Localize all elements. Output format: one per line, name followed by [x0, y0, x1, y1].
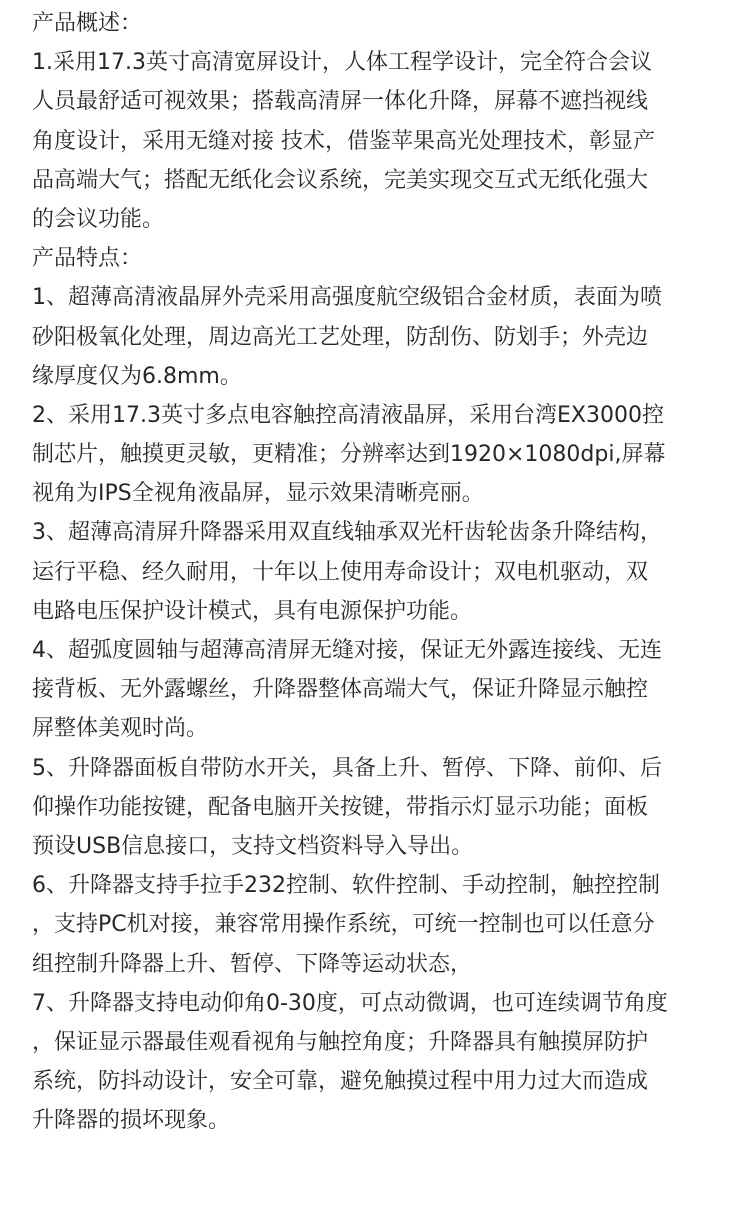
feature-7-text-line: 7、升降器支持电动仰角0-30度，可点动微调，也可连续调节角度: [32, 990, 668, 1016]
feature-2-text-line: 制芯片，触摸更灵敏，更精准；分辨率达到1920×1080dpi,屏幕: [32, 442, 666, 468]
feature-5-text-line: 5、升降器面板自带防水开关，具备上升、暂停、下降、前仰、后: [32, 755, 662, 781]
feature-1-text-line: 砂阳极氧化处理，周边高光工艺处理，防刮伤、防划手；外壳边: [32, 324, 649, 350]
feature-7-text-line: ，保证显示器最佳观看视角与触控角度；升降器具有触摸屏防护: [32, 1029, 649, 1055]
overview-text-line: 角度设计，采用无缝对接 技术，借鉴苹果高光处理技术，彰显产: [32, 128, 655, 154]
feature-5-text-line: 仰操作功能按键，配备电脑开关按键，带指示灯显示功能；面板: [32, 794, 649, 820]
feature-4-text-line: 接背板、无外露螺丝，升降器整体高端大气，保证升降显示触控: [32, 677, 649, 703]
product-description-document: [32, 4, 732, 1140]
feature-3-text-line: 运行平稳、经久耐用，十年以上使用寿命设计；双电机驱动，双: [32, 559, 649, 585]
overview-text-line: 品高端大气；搭配无纸化会议系统，完美实现交互式无纸化强大: [32, 167, 649, 193]
feature-3-text-line: 3、超薄高清屏升降器采用双直线轴承双光杆齿轮齿条升降结构，: [32, 520, 662, 546]
feature-1-text-line: 1、超薄高清液晶屏外壳采用高强度航空级铝合金材质，表面为喷: [32, 285, 662, 311]
feature-7-text-line: 升降器的损坏现象。: [32, 1108, 231, 1134]
feature-6-text-line: 6、升降器支持手拉手232控制、软件控制、手动控制，触控控制: [32, 873, 660, 899]
overview-text-line: 的会议功能。: [32, 206, 165, 232]
section-heading-overview: 产品概述：: [32, 11, 143, 36]
feature-2-text-line: 视角为IPS全视角液晶屏，显示效果清晰亮丽。: [32, 481, 484, 507]
feature-3-text-line: 电路电压保护设计模式，具有电源保护功能。: [32, 598, 473, 624]
overview-text-line: 1.采用17.3英寸高清宽屏设计，人体工程学设计，完全符合会议: [32, 50, 652, 76]
feature-6-text-line: ，支持PC机对接，兼容常用操作系统，可统一控制也可以任意分: [32, 912, 655, 938]
feature-1-text-line: 缘厚度仅为6.8mm。: [32, 363, 242, 389]
feature-7-text-line: 系统，防抖动设计，安全可靠，避免触摸过程中用力过大而造成: [32, 1069, 649, 1095]
feature-4-text-line: 4、超弧度圆轴与超薄高清屏无缝对接，保证无外露连接线、无连: [32, 638, 662, 663]
feature-5-text-line: 预设USB信息接口，支持文档资料导入导出。: [32, 833, 474, 859]
feature-2-text-line: 2、采用17.3英寸多点电容触控高清液晶屏，采用台湾EX3000控: [32, 402, 664, 428]
feature-6-text-line: 组控制升降器上升、暂停、下降等运动状态，: [32, 951, 473, 977]
overview-text-line: 人员最舒适可视效果；搭载高清屏一体化升降，屏幕不遮挡视线: [32, 89, 649, 115]
section-heading-features: 产品特点：: [32, 246, 143, 272]
feature-4-text-line: 屏整体美观时尚。: [32, 716, 209, 742]
